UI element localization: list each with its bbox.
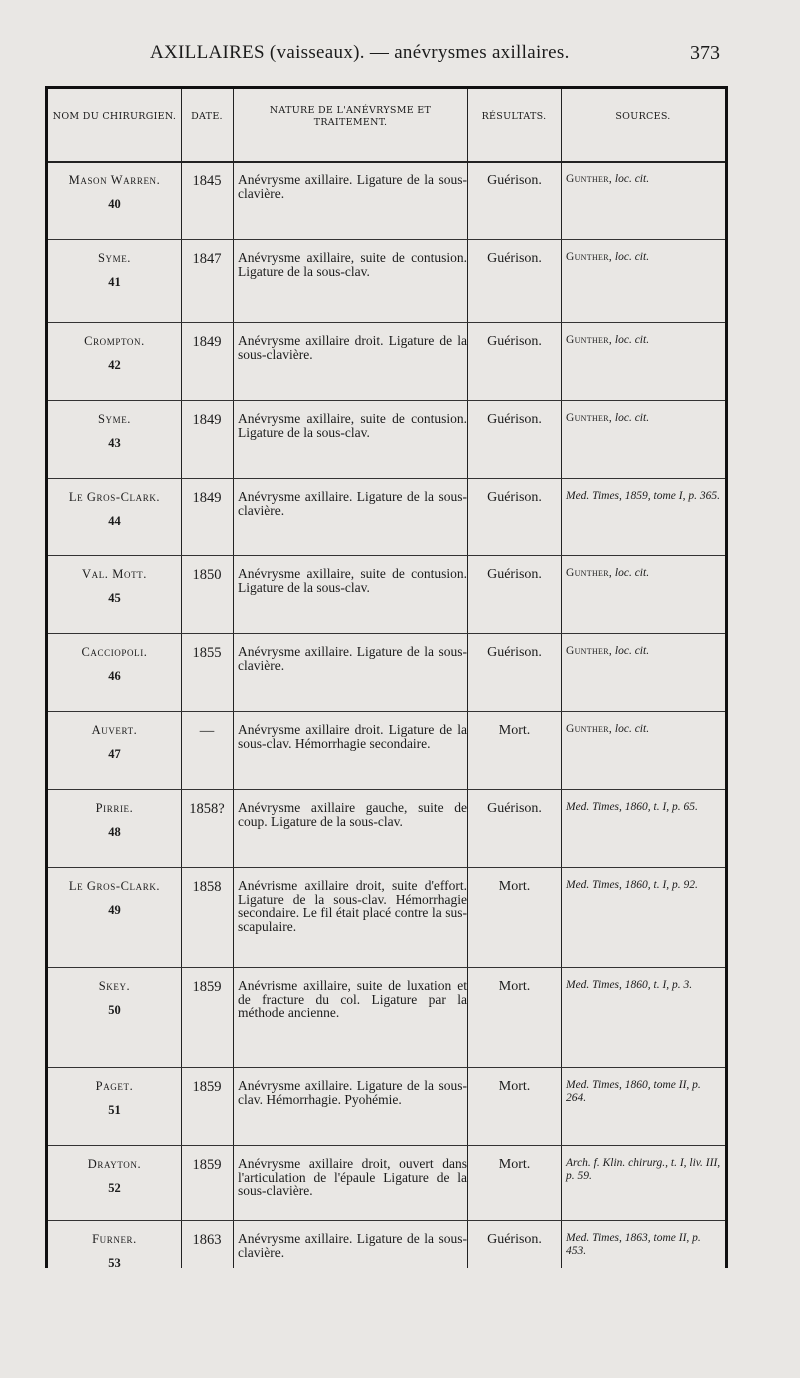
table-header <box>48 89 725 163</box>
case-description: Anévrysme axillaire, suite de contusion. Ligature de la sous-clav. <box>238 250 467 279</box>
source-reference: Med. Times, 1860, t. I, p. 3. <box>566 979 693 991</box>
surgeon-name: Pirrie. <box>95 801 134 815</box>
source-author: Gunther, <box>566 334 613 346</box>
case-result: Mort. <box>498 979 531 994</box>
case-result: Guérison. <box>487 567 542 582</box>
source-reference: Med. Times, 1860, tome II, p. 264. <box>566 1079 701 1104</box>
aneurysm-table <box>45 86 728 1268</box>
case-description: Anévrysme axillaire droit. Ligature de la sous-clav. Hémorrhagie secondaire. <box>238 722 467 751</box>
header-title: AXILLAIRES (vaisseaux). — anévrysmes axillaires. <box>150 42 570 63</box>
case-number: 40 <box>108 197 121 211</box>
case-description: Anévrisme axillaire, suite de luxation et de fracture du col. Ligature par la méthode ancienne. <box>238 978 467 1020</box>
case-source <box>563 490 723 503</box>
case-source <box>563 173 723 186</box>
case-result: Guérison. <box>487 173 542 188</box>
surgeon-name: Syme. <box>97 412 132 426</box>
source-reference: Med. Times, 1863, tome II, p. 453. <box>566 1232 701 1257</box>
case-result: Mort. <box>498 1157 531 1172</box>
case-source <box>563 723 723 736</box>
source-reference: loc. cit. <box>614 251 650 263</box>
case-description: Anévrysme axillaire. Ligature de la sous-clav. Hémorrhagie. Pyohémie. <box>238 1078 467 1107</box>
case-result: Guérison. <box>487 251 542 266</box>
case-source <box>563 1157 723 1183</box>
case-number: 41 <box>108 275 121 289</box>
case-date: 1850 <box>192 567 222 583</box>
case-result: Guérison. <box>487 1232 542 1247</box>
case-description: Anévrysme axillaire. Ligature de la sous-clavière. <box>238 1231 467 1260</box>
case-date: 1855 <box>192 645 222 661</box>
case-source <box>563 251 723 264</box>
source-author: Gunther, <box>566 412 613 424</box>
case-result: Mort. <box>498 723 531 738</box>
case-date: 1849 <box>192 490 222 506</box>
case-result: Mort. <box>498 1079 531 1094</box>
case-source <box>563 334 723 347</box>
source-reference: loc. cit. <box>614 173 650 185</box>
case-result: Guérison. <box>487 645 542 660</box>
case-date: 1859 <box>192 979 222 995</box>
table-row <box>48 867 725 968</box>
case-description: Anévrysme axillaire, suite de contusion. Ligature de la sous-clav. <box>238 411 467 440</box>
case-description: Anévrisme axillaire droit, suite d'effort. Ligature de la sous-clav. Hémorrhagie secondaire. Le fil était placé contre la sus-scapulaire. <box>238 878 467 934</box>
case-date: 1849 <box>192 412 222 428</box>
source-reference: loc. cit. <box>614 567 650 579</box>
table-row <box>48 711 725 790</box>
column-header-results: RÉSULTATS. <box>481 111 547 122</box>
table-row <box>48 400 725 479</box>
case-description: Anévrysme axillaire. Ligature de la sous-clavière. <box>238 644 467 673</box>
surgeon-name: Val. Mott. <box>81 567 147 581</box>
case-source <box>563 1079 723 1105</box>
surgeon-name: Paget. <box>95 1079 134 1093</box>
source-author: Gunther, <box>566 723 613 735</box>
case-number: 44 <box>108 514 121 528</box>
case-date: 1849 <box>192 334 222 350</box>
case-source <box>563 801 723 814</box>
surgeon-name: Le Gros-Clark. <box>68 879 161 893</box>
case-date: 1847 <box>192 251 222 267</box>
table-row <box>48 478 725 556</box>
table-row <box>48 322 725 401</box>
case-result: Mort. <box>498 879 531 894</box>
source-author: Gunther, <box>566 645 613 657</box>
case-date: 1859 <box>192 1157 222 1173</box>
case-date: 1858? <box>189 801 225 817</box>
source-reference: loc. cit. <box>614 723 650 735</box>
surgeon-name: Cacciopoli. <box>81 645 148 659</box>
case-result: Guérison. <box>487 801 542 816</box>
case-description: Anévrysme axillaire, suite de contusion. Ligature de la sous-clav. <box>238 566 467 595</box>
case-result: Guérison. <box>487 334 542 349</box>
surgeon-name: Skey. <box>98 979 131 993</box>
case-number: 51 <box>108 1103 121 1117</box>
column-header-surgeon: NOM DU CHIRURGIEN. <box>52 111 177 122</box>
case-source <box>563 645 723 658</box>
case-number: 42 <box>108 358 121 372</box>
table-row <box>48 161 725 240</box>
source-author: Gunther, <box>566 567 613 579</box>
table-row <box>48 1145 725 1221</box>
case-source <box>563 567 723 580</box>
surgeon-name: Syme. <box>97 251 132 265</box>
case-result: Guérison. <box>487 412 542 427</box>
table-row <box>48 1220 725 1268</box>
source-author: Gunther, <box>566 173 613 185</box>
table-row <box>48 555 725 634</box>
case-source <box>563 979 723 992</box>
surgeon-name: Mason Warren. <box>68 173 161 187</box>
table-row <box>48 1067 725 1146</box>
table-row <box>48 239 725 323</box>
case-description: Anévrysme axillaire droit, ouvert dans l'articulation de l'épaule Ligature de la sous-clavière. <box>238 1156 467 1198</box>
case-result: Guérison. <box>487 490 542 505</box>
source-reference: loc. cit. <box>614 645 650 657</box>
column-header-sources: SOURCES. <box>615 111 671 122</box>
case-number: 46 <box>108 669 121 683</box>
table-row <box>48 967 725 1068</box>
surgeon-name: Crompton. <box>84 334 145 348</box>
case-date: 1859 <box>192 1079 222 1095</box>
source-author: Gunther, <box>566 251 613 263</box>
page-number: 373 <box>690 42 720 64</box>
case-description: Anévrysme axillaire. Ligature de la sous-clavière. <box>238 172 467 201</box>
column-header-nature: NATURE DE L'ANÉVRYSME ET TRAITEMENT. <box>269 105 432 128</box>
case-number: 50 <box>108 1003 121 1017</box>
case-source <box>563 1232 723 1258</box>
case-number: 45 <box>108 591 121 605</box>
case-source <box>563 412 723 425</box>
source-reference: Med. Times, 1860, t. I, p. 65. <box>566 801 698 813</box>
case-source <box>563 879 723 892</box>
case-number: 52 <box>108 1181 121 1195</box>
case-date: — <box>199 723 215 739</box>
surgeon-name: Drayton. <box>87 1157 142 1171</box>
column-header-date: DATE. <box>191 111 223 122</box>
running-header <box>0 42 800 72</box>
surgeon-name: Furner. <box>92 1232 137 1246</box>
case-number: 49 <box>108 903 121 917</box>
source-reference: loc. cit. <box>614 412 650 424</box>
source-reference: Med. Times, 1860, t. I, p. 92. <box>566 879 698 891</box>
case-description: Anévrysme axillaire droit. Ligature de la sous-clavière. <box>238 333 467 362</box>
source-reference: loc. cit. <box>614 334 650 346</box>
case-number: 48 <box>108 825 121 839</box>
case-number: 43 <box>108 436 121 450</box>
case-number: 47 <box>108 747 121 761</box>
case-description: Anévrysme axillaire. Ligature de la sous-clavière. <box>238 489 467 518</box>
case-date: 1845 <box>192 173 222 189</box>
table-row <box>48 633 725 712</box>
table-row <box>48 789 725 868</box>
surgeon-name: Le Gros-Clark. <box>68 490 161 504</box>
source-reference: Med. Times, 1859, tome I, p. 365. <box>566 490 720 502</box>
source-reference: Arch. f. Klin. chirurg., t. I, liv. III, p. 59. <box>566 1157 721 1182</box>
case-number: 53 <box>108 1256 121 1270</box>
case-description: Anévrysme axillaire gauche, suite de coup. Ligature de la sous-clav. <box>238 800 467 829</box>
case-date: 1858 <box>192 879 222 895</box>
surgeon-name: Auvert. <box>91 723 138 737</box>
case-date: 1863 <box>192 1232 222 1248</box>
